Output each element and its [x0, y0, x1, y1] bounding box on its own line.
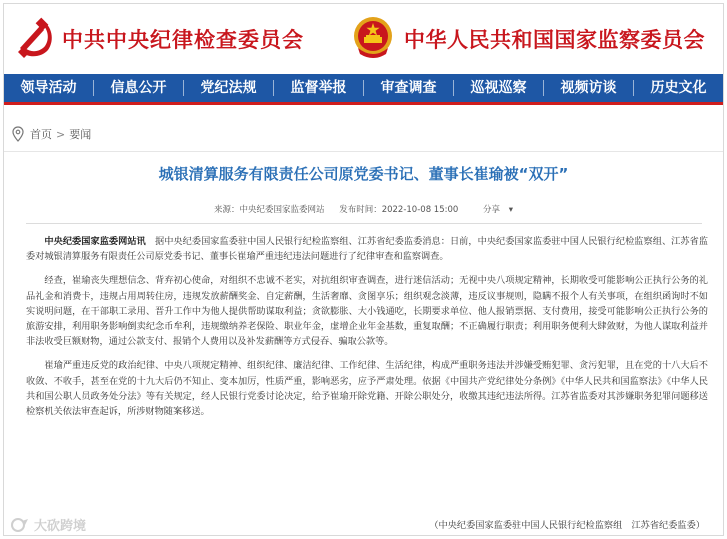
nav-item-history[interactable]: 历史文化 — [650, 80, 707, 96]
nsc-title[interactable]: 中华人民共和国国家监察委员会 — [404, 27, 705, 52]
breadcrumb-home[interactable]: 首页 — [30, 128, 52, 141]
breadcrumb-separator: > — [56, 127, 66, 141]
breadcrumb-divider — [4, 151, 723, 152]
article-title: 城银清算服务有限责任公司原党委书记、董事长崔瑜被“双开” — [158, 165, 569, 183]
share-label: 分享 — [483, 205, 501, 215]
article-source: 来源：中央纪委国家监委网站 — [213, 205, 325, 215]
page-frame — [3, 3, 724, 536]
watermark-text: 大砍跨境 — [34, 519, 87, 534]
share-button[interactable]: 分享 ▾ — [483, 205, 513, 215]
nav-item-regulations[interactable]: 党纪法规 — [200, 80, 257, 96]
site-header — [4, 4, 723, 74]
party-emblem-icon — [12, 14, 58, 60]
breadcrumb — [12, 126, 91, 142]
nav-item-investigation[interactable]: 审查调查 — [380, 80, 437, 96]
article-meta — [4, 203, 723, 215]
nav-item-leadership[interactable]: 领导活动 — [20, 80, 77, 96]
article-body — [26, 234, 708, 428]
watermark-logo-icon — [10, 517, 30, 533]
article-closing: （中央纪委国家监委驻中国人民银行纪检监察组 江苏省纪委监委） — [429, 520, 705, 531]
nav-item-disclosure[interactable]: 信息公开 — [110, 80, 167, 96]
main-nav — [4, 74, 723, 105]
lead-source: 中央纪委国家监委网站讯 — [44, 236, 146, 247]
meta-divider — [26, 223, 702, 224]
nav-item-video[interactable]: 视频访谈 — [560, 80, 617, 96]
ccdi-title[interactable]: 中共中央纪律检查委员会 — [62, 27, 304, 52]
article-paragraph: 经查，崔瑜丧失理想信念、背弃初心使命，对组织不忠诚不老实，对抗组织审查调查，进行迷信活动；无视中央八项规定精神，长期收受可能影响公正执行公务的礼品礼金和消费卡，违规占用周转住房，违规发放薪酬奖金、自定薪酬，生活奢靡、贪图享乐；组织观念淡薄，违反议事规则，隐瞒不报个人有关事项，在组织函询时不如实说明问题，在干部职工录用、晋升工作中为他人提供帮助谋取利益；贪欲膨胀、大小钱通吃，长期要求单位、他人报销票据、支付费用，接受可能影响公正执行公务的旅游安排，利用职务影响倒卖纪念币牟利，违规缴纳养老保险、职业年金，虚增企业年金基数，重复取酬；不正确履行职责；利用职务便利大肆敛财，为他人谋取利益并非法收受巨额财物，通过公款支付、报销个人费用以及补发薪酬等方式侵吞、骗取公款等。 — [26, 275, 708, 348]
article-paragraph: 中央纪委国家监委网站讯 据中央纪委国家监委驻中国人民银行纪检监察组、江苏省纪委监委消息：日前，中央纪委国家监委驻中国人民银行纪检监察组、江苏省监委对城银清算服务有限责任公司原党委书记、董事长崔瑜严重违纪违法问题进行了纪律审查和监察调查。 — [26, 236, 708, 263]
article-time: 发布时间：2022-10-08 15:00 — [339, 205, 459, 215]
watermark — [10, 515, 86, 534]
article-paragraph: 崔瑜严重违反党的政治纪律、中央八项规定精神、组织纪律、廉洁纪律、工作纪律、生活纪律，构成严重职务违法并涉嫌受贿犯罪、贪污犯罪，且在党的十八大后不收敛、不收手，甚至在党的十九大后仍不知止、变本加厉，性质严重，影响恶劣，应予严肃处理。依据《中国共产党纪律处分条例》《中华人民共和国监察法》《中华人民共和国公职人员政务处分法》等有关规定，经人民银行党委讨论决定，给予崔瑜开除党籍、开除公职处分，收缴其违纪违法所得。江苏省监委对其涉嫌职务犯罪问题移送检察机关依法审查起诉，所涉财物随案移送。 — [26, 360, 708, 418]
national-emblem-icon — [350, 14, 396, 60]
nav-item-reporting[interactable]: 监督举报 — [290, 80, 347, 96]
nav-item-inspection[interactable]: 巡视巡察 — [470, 80, 527, 96]
breadcrumb-current[interactable]: 要闻 — [69, 128, 92, 141]
location-pin-icon — [12, 126, 24, 142]
